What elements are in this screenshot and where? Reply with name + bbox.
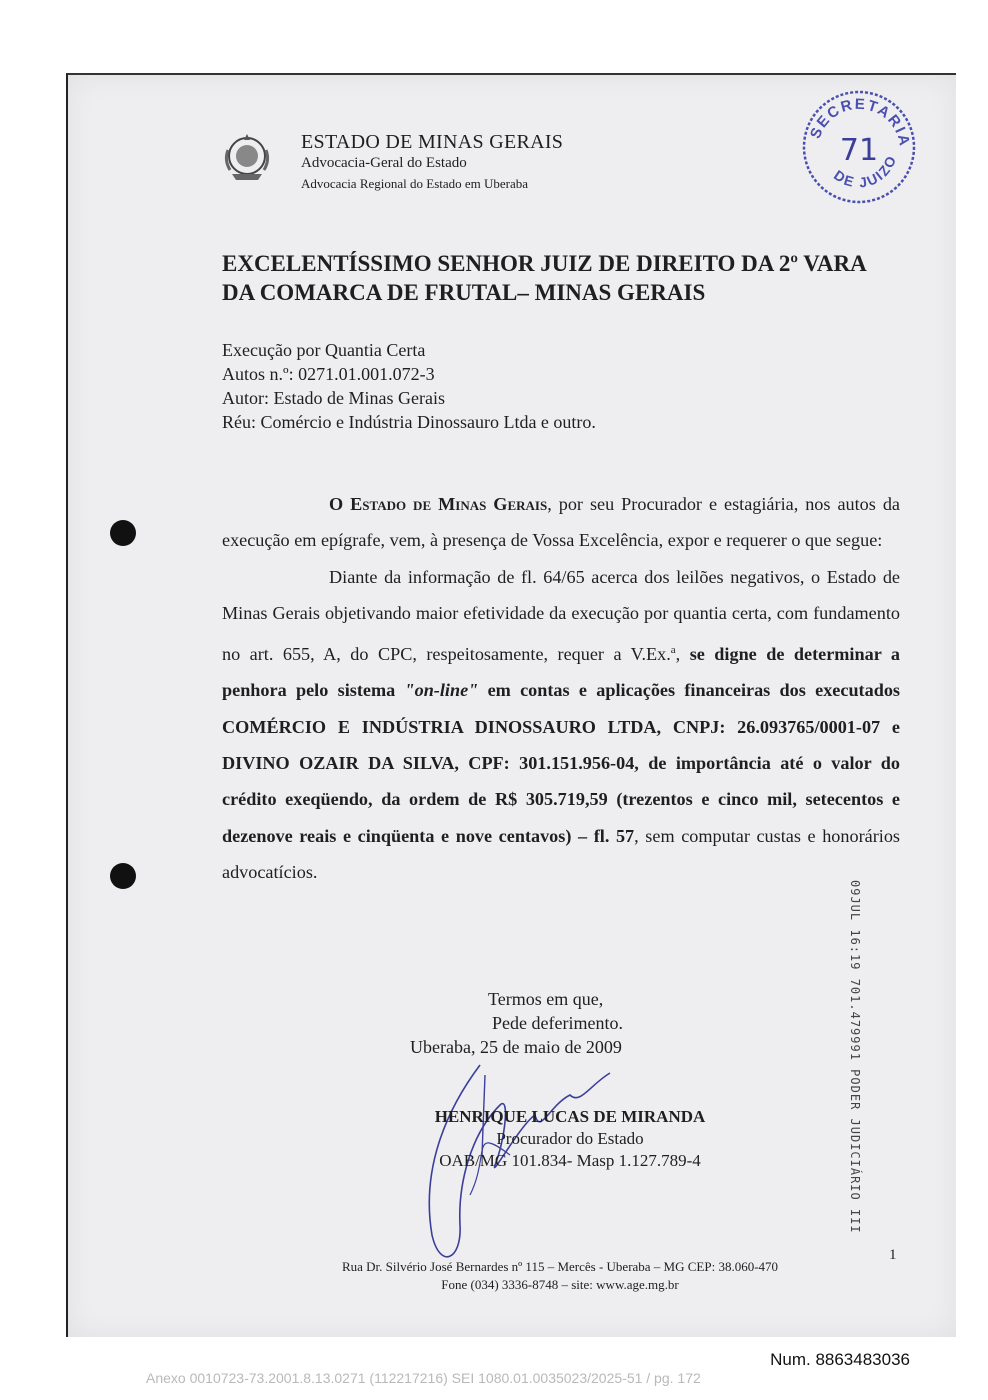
case-details (222, 338, 596, 434)
svg-text:SECRETARIA: SECRETARIA (806, 95, 914, 149)
petition-title: EXCELENTÍSSIMO SENHOR JUIZ DE DIREITO DA 2º VARA DA COMARCA DE FRUTAL– MINAS GERAIS (222, 251, 867, 305)
header-office: Advocacia Regional do Estado em Uberaba (301, 176, 529, 191)
annex-reference: Anexo 0010723-73.2001.8.13.0271 (112217216) SEI 1080.01.0035023/2025-51 / pg. 172 (146, 1370, 701, 1386)
document-number: Num. 8863483036 (770, 1350, 910, 1369)
protocol-stamp: 09JUL 16:19 701.479991 PODER JUDICIÁRIO III (848, 880, 862, 1234)
punch-hole (110, 863, 136, 889)
paragraph-request: Diante da informação de fl. 64/65 acerca dos leilões negativos, o Estado de Minas Gerais objetivando maior efetividade da execução por quantia certa, com fundamento no art. 655, A, do CPC, respeitosamente, requer a V.Ex.$^a$, se digne de determinar a penhora pelo sistema "on-line" em contas e aplicações financeiras dos executados COMÉRCIO E INDÚSTRIA DINOSSAURO LTDA, CNPJ: 26.093765/0001-07 e DIVINO OZAIR DA SILVA, CPF: 301.151.956-04, de importância até o valor do crédito exeqüendo, da ordem de R$ 305.719,59 (trezentos e cinco mil, setecentos e dezenove reais e cinqüenta e nove centavos) – fl. 57, sem computar custas e honorários advocatícios. (222, 566, 900, 883)
paragraph-intro: O Estado de Minas Gerais, por seu Procurador e estagiária, nos autos da execução em epígrafe, vem, à presença de Vossa Excelência, expor e requerer o que segue: (222, 494, 900, 551)
footer-address: Rua Dr. Silvério José Bernardes nº 115 – Mercês - Uberaba – MG CEP: 38.060-470 (341, 1259, 779, 1274)
case-autos: Autos n.º: 0271.01.001.072-3 (222, 364, 435, 384)
signer-role: Procurador do Estado (496, 1129, 644, 1148)
svg-text:71: 71 (839, 133, 879, 168)
signature-block (360, 1106, 780, 1172)
header-state: ESTADO DE MINAS GERAIS (301, 131, 564, 153)
case-defendant: Réu: Comércio e Indústria Dinossauro Ltda e outro. (222, 412, 596, 432)
case-type: Execução por Quantia Certa (222, 340, 426, 360)
footer (260, 1258, 860, 1294)
secretaria-stamp (800, 88, 918, 206)
signer-name: HENRIQUE LUCAS DE MIRANDA (434, 1107, 706, 1126)
svg-text:DE JUIZO: DE JUIZO (831, 152, 900, 191)
signer-oab: OAB/MG 101.834- Masp 1.127.789-4 (439, 1151, 701, 1170)
page-number: 1 (889, 1247, 897, 1263)
header-agency: Advocacia-Geral do Estado (301, 155, 467, 171)
closing: Termos em que, Pede deferimento. Uberaba, 25 de maio de 2009 (410, 989, 623, 1057)
punch-hole (110, 520, 136, 546)
case-author: Autor: Estado de Minas Gerais (222, 388, 445, 408)
coat-of-arms-icon (222, 130, 272, 186)
petition-body (222, 486, 900, 891)
footer-contact: Fone (034) 3336-8748 – site: www.age.mg.br (441, 1277, 679, 1292)
